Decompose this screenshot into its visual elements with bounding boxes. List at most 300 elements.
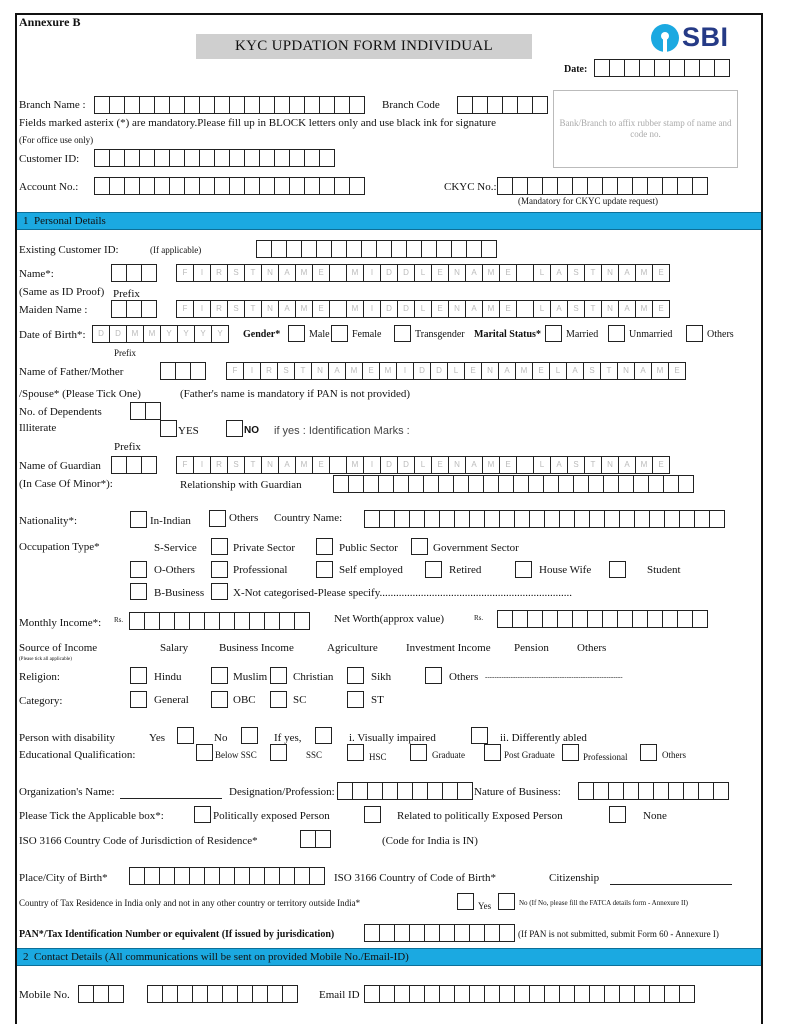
visually-impaired-checkbox[interactable]: [471, 727, 488, 744]
net-worth-input[interactable]: [497, 610, 707, 628]
rs-label: Rs.: [474, 614, 484, 622]
name-char-box[interactable]: R: [210, 300, 228, 318]
x-not-categorised-checkbox[interactable]: [211, 583, 228, 600]
sbi-logo-text: SBI: [682, 22, 729, 52]
citizenship-label: Citizenship: [549, 872, 600, 884]
name-char-box[interactable]: E: [312, 456, 330, 474]
name-char-box[interactable]: [516, 264, 534, 282]
name-char-box[interactable]: [329, 264, 347, 282]
name-char-box[interactable]: I: [363, 456, 381, 474]
transgender-label: Transgender: [415, 329, 465, 340]
ckyc-no-input[interactable]: [497, 177, 707, 195]
visually-impaired-label: i. Visually impaired: [349, 732, 436, 744]
place-birth-input[interactable]: [129, 867, 324, 885]
name-char-box[interactable]: A: [465, 456, 483, 474]
name-char-box[interactable]: M: [295, 264, 313, 282]
general-checkbox[interactable]: [130, 691, 147, 708]
monthly-income-input[interactable]: [129, 612, 309, 630]
name-char-box[interactable]: M: [126, 325, 144, 343]
nature-business-label: Nature of Business:: [474, 786, 561, 798]
father-note: (Father's name is mandatory if PAN is not provided): [180, 388, 411, 400]
o-others-checkbox[interactable]: [130, 561, 147, 578]
disability-no-checkbox[interactable]: [241, 727, 258, 744]
father-name-input[interactable]: [226, 362, 685, 380]
citizenship-input[interactable]: [610, 884, 732, 885]
name-char-box[interactable]: D: [380, 456, 398, 474]
name-char-box[interactable]: D: [413, 362, 431, 380]
unmarried-checkbox[interactable]: [608, 325, 625, 342]
student-label: Student: [647, 564, 681, 576]
religion-others-line[interactable]: -----------------------------------------------------------: [485, 673, 623, 681]
obc-label: OBC: [233, 694, 256, 706]
name-char-box[interactable]: S: [227, 264, 245, 282]
education-others-checkbox[interactable]: [640, 744, 657, 761]
name-char-box[interactable]: A: [465, 264, 483, 282]
male-label: Male: [309, 329, 330, 340]
father-prefix-input[interactable]: [160, 362, 205, 380]
name-char-box[interactable]: M: [651, 362, 669, 380]
name-char-box[interactable]: Y: [160, 325, 178, 343]
name-char-box[interactable]: Y: [211, 325, 229, 343]
name-char-box[interactable]: M: [635, 456, 653, 474]
pan-note: (If PAN is not submitted, submit Form 60 - Annexure I): [518, 929, 719, 939]
indian-checkbox[interactable]: [130, 511, 147, 528]
same-as-id-label: (Same as ID Proof): [19, 286, 105, 298]
name-char-box[interactable]: N: [601, 264, 619, 282]
ssc-checkbox[interactable]: [270, 744, 287, 761]
name-char-box[interactable]: M: [515, 362, 533, 380]
name-char-box[interactable]: A: [618, 456, 636, 474]
name-char-box[interactable]: L: [447, 362, 465, 380]
professional-edu-checkbox[interactable]: [562, 744, 579, 761]
place-birth-label: Place/City of Birth*: [19, 872, 108, 884]
name-char-box[interactable]: M: [143, 325, 161, 343]
nationality-others-checkbox[interactable]: [209, 510, 226, 527]
category-label: Category:: [19, 695, 63, 707]
name-char-box[interactable]: M: [635, 264, 653, 282]
name-char-box[interactable]: A: [498, 362, 516, 380]
name-char-box[interactable]: T: [584, 456, 602, 474]
name-char-box[interactable]: E: [668, 362, 686, 380]
o-others-label: O-Others: [154, 564, 195, 576]
investment-income-option[interactable]: Investment Income: [406, 642, 491, 654]
related-pep-label: Related to politically Exposed Person: [397, 810, 563, 822]
office-use-label: (For office use only): [19, 135, 94, 145]
organization-name-input[interactable]: [120, 798, 222, 799]
name-char-box[interactable]: L: [414, 264, 432, 282]
agriculture-option[interactable]: Agriculture: [327, 642, 378, 654]
illiterate-no-label: NO: [244, 425, 259, 436]
account-no-input[interactable]: [94, 177, 364, 195]
name-char-box[interactable]: S: [567, 456, 585, 474]
iso-residence-input[interactable]: [300, 830, 330, 848]
muslim-checkbox[interactable]: [211, 667, 228, 684]
source-income-label: Source of Income: [19, 642, 98, 654]
married-checkbox[interactable]: [545, 325, 562, 342]
name-char-box[interactable]: M: [346, 456, 364, 474]
name-char-box[interactable]: D: [397, 456, 415, 474]
name-char-box[interactable]: M: [482, 456, 500, 474]
marital-others-label: Others: [707, 329, 734, 340]
pension-option[interactable]: Pension: [514, 642, 549, 654]
public-sector-label: Public Sector: [339, 542, 398, 554]
disability-label: Person with disability: [19, 732, 115, 744]
instructions-text: Fields marked asterix (*) are mandatory.Please fill up in BLOCK letters only and use black ink for signature: [19, 117, 497, 129]
name-char-box[interactable]: F: [176, 456, 194, 474]
rs-label: Rs.: [114, 616, 124, 624]
name-char-box[interactable]: D: [109, 325, 127, 343]
name-char-box[interactable]: A: [618, 264, 636, 282]
name-char-box[interactable]: N: [261, 456, 279, 474]
illiterate-yes-label: YES: [178, 425, 199, 437]
prefix-label: Prefix: [113, 288, 140, 300]
st-label: ST: [371, 694, 384, 706]
sc-label: SC: [293, 694, 307, 706]
designation-label: Designation/Profession:: [229, 786, 335, 798]
professional-edu-label: Professional: [583, 752, 628, 762]
name-char-box[interactable]: S: [567, 300, 585, 318]
illiterate-no-checkbox[interactable]: [226, 420, 243, 437]
name-char-box[interactable]: I: [363, 264, 381, 282]
business-income-option[interactable]: Business Income: [219, 642, 294, 654]
section-personal-details: [17, 212, 761, 230]
branch-code-label: Branch Code: [382, 99, 440, 111]
name-char-box[interactable]: E: [532, 362, 550, 380]
tick-all-note: (Please tick all applicable): [19, 657, 72, 662]
name-char-box[interactable]: [329, 300, 347, 318]
married-label: Married: [566, 329, 599, 340]
name-char-box[interactable]: N: [448, 264, 466, 282]
graduate-label: Graduate: [432, 750, 465, 760]
post-graduate-label: Post Graduate: [504, 750, 555, 760]
name-char-box[interactable]: N: [261, 300, 279, 318]
name-char-box[interactable]: D: [380, 300, 398, 318]
name-char-box[interactable]: Y: [177, 325, 195, 343]
name-char-box[interactable]: E: [431, 456, 449, 474]
name-char-box[interactable]: F: [176, 300, 194, 318]
house-wife-label: House Wife: [539, 564, 592, 576]
name-char-box[interactable]: I: [193, 456, 211, 474]
customer-id-input[interactable]: [94, 149, 334, 167]
none-label: None: [643, 810, 667, 822]
disability-yes-label: Yes: [149, 732, 166, 744]
name-char-box[interactable]: Y: [194, 325, 212, 343]
sc-checkbox[interactable]: [270, 691, 287, 708]
tax-yes-label: Yes: [478, 901, 492, 911]
branch-name-input[interactable]: [94, 96, 364, 114]
name-char-box[interactable]: R: [210, 456, 228, 474]
name-char-box[interactable]: I: [363, 300, 381, 318]
government-sector-checkbox[interactable]: [411, 538, 428, 555]
designation-input[interactable]: [337, 782, 472, 800]
name-char-box[interactable]: N: [601, 456, 619, 474]
name-char-box[interactable]: D: [397, 300, 415, 318]
name-char-box[interactable]: M: [295, 456, 313, 474]
name-char-box[interactable]: I: [396, 362, 414, 380]
name-char-box[interactable]: N: [448, 300, 466, 318]
name-char-box[interactable]: E: [652, 300, 670, 318]
dependents-label: No. of Dependents: [19, 406, 102, 418]
name-char-box[interactable]: L: [414, 300, 432, 318]
name-char-box[interactable]: N: [448, 456, 466, 474]
sbi-keyhole-icon: [651, 24, 679, 52]
education-others-label: Others: [662, 750, 686, 760]
name-char-box[interactable]: M: [379, 362, 397, 380]
maiden-prefix-input[interactable]: [111, 300, 156, 318]
b-business-checkbox[interactable]: [130, 583, 147, 600]
identification-marks-label: if yes : Identification Marks :: [274, 425, 410, 437]
nature-business-input[interactable]: [578, 782, 728, 800]
none-checkbox[interactable]: [609, 806, 626, 823]
name-char-box[interactable]: N: [261, 264, 279, 282]
name-input[interactable]: [176, 264, 669, 282]
sbi-logo: [651, 22, 729, 53]
name-char-box[interactable]: I: [193, 300, 211, 318]
name-char-box[interactable]: E: [431, 264, 449, 282]
disability-yes-checkbox[interactable]: [177, 727, 194, 744]
retired-label: Retired: [449, 564, 482, 576]
name-char-box[interactable]: E: [499, 300, 517, 318]
prefix-label: Prefix: [114, 441, 141, 453]
name-char-box[interactable]: A: [550, 300, 568, 318]
private-sector-label: Private Sector: [233, 542, 296, 554]
name-char-box[interactable]: S: [227, 300, 245, 318]
name-char-box[interactable]: [516, 456, 534, 474]
name-char-box[interactable]: E: [652, 264, 670, 282]
name-char-box[interactable]: T: [294, 362, 312, 380]
below-ssc-checkbox[interactable]: [196, 744, 213, 761]
net-worth-label: Net Worth(approx value): [334, 613, 445, 625]
section-title: Contact Details (All communications will be sent on provided Mobile No./Email-ID): [34, 951, 409, 963]
date-input[interactable]: [594, 59, 729, 77]
name-label: Name*:: [19, 268, 54, 280]
related-pep-checkbox[interactable]: [364, 806, 381, 823]
name-prefix-input[interactable]: [111, 264, 156, 282]
name-char-box[interactable]: L: [533, 300, 551, 318]
politically-exposed-label: Politically exposed Person: [213, 810, 330, 822]
name-char-box[interactable]: A: [550, 264, 568, 282]
guardian-name-label: Name of Guardian: [19, 460, 101, 472]
hsc-label: HSC: [369, 752, 387, 762]
mobile-no-input[interactable]: [147, 985, 297, 1003]
iso-residence-label: ISO 3166 Country Code of Jurisdiction of Residence*: [19, 835, 258, 847]
below-ssc-label: Below SSC: [215, 750, 257, 760]
indian-label: In-Indian: [150, 515, 191, 527]
name-char-box[interactable]: I: [243, 362, 261, 380]
house-wife-checkbox[interactable]: [515, 561, 532, 578]
name-char-box[interactable]: M: [482, 300, 500, 318]
existing-customer-id-label: Existing Customer ID:: [19, 244, 119, 256]
name-char-box[interactable]: R: [210, 264, 228, 282]
name-char-box[interactable]: M: [482, 264, 500, 282]
mobile-code-input[interactable]: [78, 985, 123, 1003]
name-char-box[interactable]: [516, 300, 534, 318]
name-char-box[interactable]: T: [244, 264, 262, 282]
general-label: General: [154, 694, 189, 706]
name-char-box[interactable]: L: [549, 362, 567, 380]
x-not-categorised-label: X-Not categorised-Please specify......................................................................: [233, 587, 573, 599]
name-char-box[interactable]: E: [312, 264, 330, 282]
name-char-box[interactable]: E: [652, 456, 670, 474]
name-char-box[interactable]: M: [635, 300, 653, 318]
name-char-box[interactable]: E: [499, 456, 517, 474]
pan-label: PAN*/Tax Identification Number or equivalent (If issued by jurisdication): [19, 929, 335, 940]
name-char-box[interactable]: M: [346, 264, 364, 282]
sikh-checkbox[interactable]: [347, 667, 364, 684]
s-service-label: S-Service: [154, 542, 197, 554]
spouse-label: /Spouse* (Please Tick One): [19, 388, 141, 400]
name-char-box[interactable]: A: [634, 362, 652, 380]
name-char-box[interactable]: M: [295, 300, 313, 318]
st-checkbox[interactable]: [347, 691, 364, 708]
illiterate-yes-checkbox[interactable]: [160, 420, 177, 437]
name-char-box[interactable]: N: [311, 362, 329, 380]
name-char-box[interactable]: E: [362, 362, 380, 380]
post-graduate-checkbox[interactable]: [484, 744, 501, 761]
name-char-box[interactable]: N: [617, 362, 635, 380]
nationality-others-label: Others: [229, 512, 259, 524]
organization-name-label: Organization's Name:: [19, 786, 115, 798]
name-char-box[interactable]: E: [499, 264, 517, 282]
branch-code-input[interactable]: [457, 96, 547, 114]
self-employed-checkbox[interactable]: [316, 561, 333, 578]
name-char-box[interactable]: A: [328, 362, 346, 380]
religion-label: Religion:: [19, 671, 60, 683]
christian-label: Christian: [293, 671, 334, 683]
form-title: KYC UPDATION FORM INDIVIDUAL: [196, 34, 532, 59]
country-name-label: Country Name:: [274, 512, 343, 524]
if-applicable-note: (If applicable): [150, 245, 202, 255]
name-char-box[interactable]: A: [618, 300, 636, 318]
hsc-checkbox[interactable]: [347, 744, 364, 761]
nationality-label: Nationality*:: [19, 515, 78, 527]
self-employed-label: Self employed: [339, 564, 403, 576]
name-char-box[interactable]: S: [277, 362, 295, 380]
name-char-box[interactable]: D: [397, 264, 415, 282]
name-char-box[interactable]: S: [227, 456, 245, 474]
if-yes-checkbox[interactable]: [315, 727, 332, 744]
name-char-box[interactable]: F: [226, 362, 244, 380]
name-char-box[interactable]: M: [346, 300, 364, 318]
ckyc-note: (Mandatory for CKYC update request): [518, 196, 658, 206]
tax-no-label: No (If No, please fill the FATCA details form - Annexure II): [519, 899, 688, 907]
gender-label: Gender*: [243, 329, 281, 340]
if-yes-label: If yes,: [274, 732, 302, 744]
name-char-box[interactable]: E: [312, 300, 330, 318]
existing-customer-id-input[interactable]: [256, 240, 496, 258]
maiden-name-label: Maiden Name :: [19, 304, 88, 316]
tax-yes-checkbox[interactable]: [457, 893, 474, 910]
name-char-box[interactable]: A: [566, 362, 584, 380]
name-char-box[interactable]: L: [533, 264, 551, 282]
maiden-name-input[interactable]: [176, 300, 669, 318]
hindu-label: Hindu: [154, 671, 182, 683]
name-char-box[interactable]: M: [345, 362, 363, 380]
name-char-box[interactable]: N: [481, 362, 499, 380]
india-code-note: (Code for India is IN): [382, 835, 478, 847]
male-checkbox[interactable]: [288, 325, 305, 342]
name-char-box[interactable]: D: [430, 362, 448, 380]
name-char-box[interactable]: N: [601, 300, 619, 318]
email-input[interactable]: [364, 985, 694, 1003]
branch-name-label: Branch Name :: [19, 99, 86, 111]
christian-checkbox[interactable]: [270, 667, 287, 684]
name-char-box[interactable]: A: [278, 264, 296, 282]
name-char-box[interactable]: S: [583, 362, 601, 380]
public-sector-checkbox[interactable]: [316, 538, 333, 555]
guardian-name-input[interactable]: [176, 456, 669, 474]
monthly-income-label: Monthly Income*:: [19, 617, 102, 629]
professional-checkbox[interactable]: [211, 561, 228, 578]
female-checkbox[interactable]: [331, 325, 348, 342]
marital-others-checkbox[interactable]: [686, 325, 703, 342]
retired-checkbox[interactable]: [425, 561, 442, 578]
name-char-box[interactable]: T: [600, 362, 618, 380]
pan-input[interactable]: [364, 924, 514, 942]
name-char-box[interactable]: T: [244, 456, 262, 474]
dob-input[interactable]: [92, 325, 228, 343]
name-char-box[interactable]: L: [533, 456, 551, 474]
name-char-box[interactable]: A: [550, 456, 568, 474]
relationship-label: Relationship with Guardian: [180, 479, 302, 491]
income-others-option[interactable]: Others: [577, 642, 607, 654]
religion-others-checkbox[interactable]: [425, 667, 442, 684]
disability-no-label: No: [214, 732, 228, 744]
name-char-box[interactable]: E: [431, 300, 449, 318]
name-char-box[interactable]: D: [380, 264, 398, 282]
country-name-input[interactable]: [364, 510, 724, 528]
education-label: Educational Qualification:: [19, 749, 136, 761]
name-char-box[interactable]: D: [92, 325, 110, 343]
name-char-box[interactable]: I: [193, 264, 211, 282]
marital-status-label: Marital Status*: [474, 329, 541, 340]
graduate-checkbox[interactable]: [410, 744, 427, 761]
minor-label: (In Case Of Minor*):: [19, 478, 113, 490]
name-char-box[interactable]: A: [278, 300, 296, 318]
name-char-box[interactable]: E: [464, 362, 482, 380]
tax-no-checkbox[interactable]: [498, 893, 515, 910]
private-sector-checkbox[interactable]: [211, 538, 228, 555]
name-char-box[interactable]: T: [584, 300, 602, 318]
dependents-input[interactable]: [130, 402, 160, 420]
name-char-box[interactable]: R: [260, 362, 278, 380]
name-char-box[interactable]: T: [244, 300, 262, 318]
relationship-input[interactable]: [333, 475, 693, 493]
politically-exposed-checkbox[interactable]: [194, 806, 211, 823]
name-char-box[interactable]: L: [414, 456, 432, 474]
name-char-box[interactable]: T: [584, 264, 602, 282]
unmarried-label: Unmarried: [629, 329, 673, 340]
occupation-label: Occupation Type*: [19, 541, 100, 553]
section-title: Personal Details: [34, 215, 106, 227]
transgender-checkbox[interactable]: [394, 325, 411, 342]
name-char-box[interactable]: [329, 456, 347, 474]
date-label: Date:: [564, 64, 588, 75]
guardian-prefix-input[interactable]: [111, 456, 156, 474]
section-number: 2: [23, 951, 29, 963]
professional-label: Professional: [233, 564, 288, 576]
student-checkbox[interactable]: [609, 561, 626, 578]
hindu-checkbox[interactable]: [130, 667, 147, 684]
obc-checkbox[interactable]: [211, 691, 228, 708]
email-label: Email ID: [319, 989, 360, 1001]
salary-option[interactable]: Salary: [160, 642, 189, 654]
name-char-box[interactable]: A: [278, 456, 296, 474]
name-char-box[interactable]: A: [465, 300, 483, 318]
name-char-box[interactable]: S: [567, 264, 585, 282]
name-char-box[interactable]: F: [176, 264, 194, 282]
ssc-label: SSC: [306, 750, 323, 760]
